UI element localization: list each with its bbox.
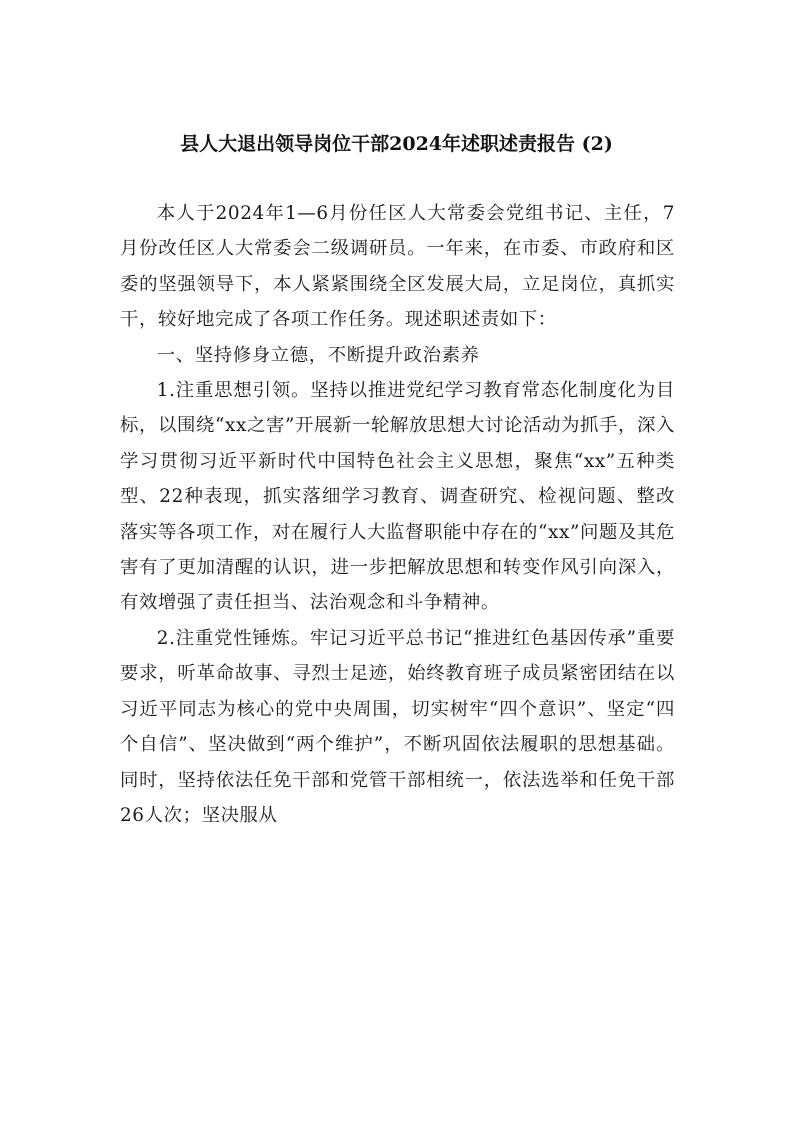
document-title: 县人大退出领导岗位干部2024年述职述责报告 (2) xyxy=(180,133,613,155)
paragraph-ideological-guidance: 1.注重思想引领。坚持以推进党纪学习教育常态化制度化为目标，以围绕“xx之害”开展新一轮解放思想大讨论活动为抓手，深入学习贯彻习近平新时代中国特色社会主义思想，聚焦“xx”五种类型、22种表现，抓实落细学习教育、调查研究、检视问题、整改落实等各项工作，对在履行人大监督职能中存在的“xx”问题及其危害有了更加清醒的认识，进一步把解放思想和转变作风引向深入，有效增强了责任担当、法治观念和斗争精神。 xyxy=(120,380,675,614)
paragraph-intro: 本人于2024年1—6月份任区人大常委会党组书记、主任，7月份改任区人大常委会二级调研员。一年来，在市委、市政府和区委的坚强领导下，本人紧紧围绕全区发展大局，立足岗位，真抓实干，较好地完成了各项工作任务。现述职述责如下： xyxy=(120,203,675,331)
paragraph-party-spirit: 2.注重党性锤炼。牢记习近平总书记“推进红色基因传承”重要要求，听革命故事、寻烈士足迹，始终教育班子成员紧密团结在以习近平同志为核心的党中央周围，切实树牢“四个意识”、坚定“四个自信”、坚决做到“两个维护”，不断巩固依法履职的思想基础。同时，坚持依法任免干部和党管干部相统一，依法选举和任免干部26人次；坚决服从 xyxy=(120,627,675,826)
document-body xyxy=(120,196,675,833)
section-heading-1: 一、坚持修身立德，不断提升政治素养 xyxy=(156,344,480,366)
